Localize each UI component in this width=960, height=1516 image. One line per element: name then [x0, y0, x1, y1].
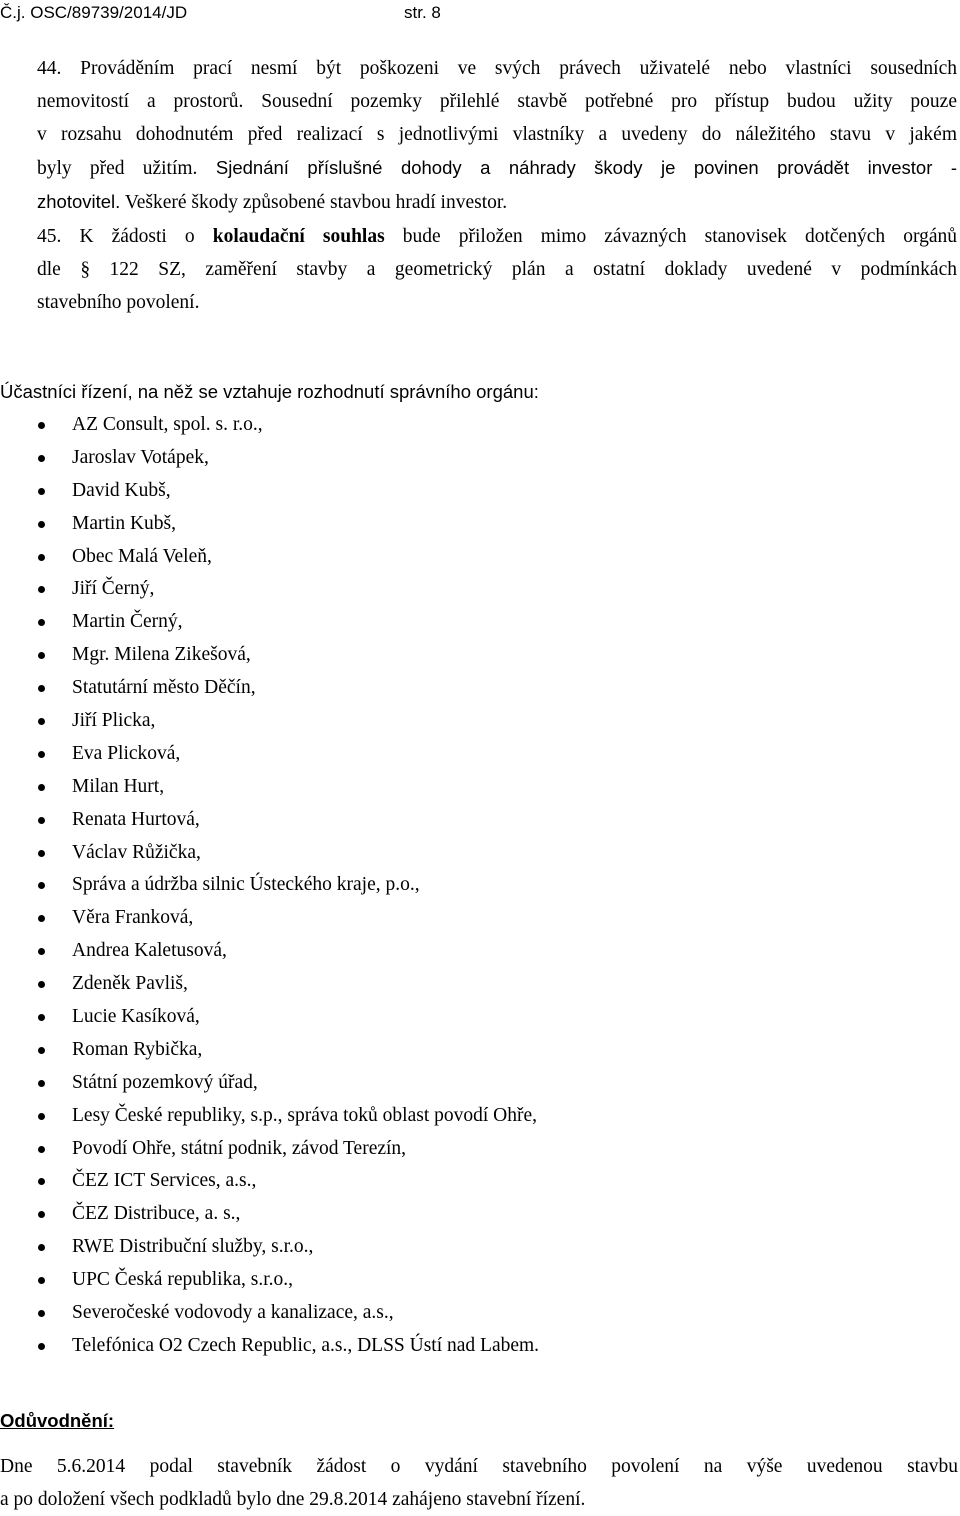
participant-item [0, 705, 539, 738]
bullet-icon [38, 915, 45, 922]
participant-item [0, 1198, 539, 1231]
participant-item [0, 837, 539, 870]
p44-line: 44. Prováděním prací nesmí být poškozeni ve svých právech uživatelé nebo vlastníci sousedních [37, 58, 957, 79]
participant-name: Andrea Kaletusová, [72, 940, 227, 962]
participant-item [0, 771, 539, 804]
participant-name: Milan Hurt, [72, 775, 165, 797]
bullet-icon [38, 1080, 45, 1087]
bullet-icon [38, 488, 45, 495]
participant-item [0, 968, 539, 1001]
paragraph-44 [37, 52, 957, 219]
bullet-icon [38, 948, 45, 955]
participant-item [0, 1067, 539, 1100]
bullet-icon [38, 1047, 45, 1054]
p44-line-mixed [37, 151, 957, 185]
p44-text-sans: zhotovitel. [37, 191, 121, 212]
participant-item [0, 1100, 539, 1133]
bullet-icon [38, 882, 45, 889]
participant-item [0, 639, 539, 672]
bullet-icon [38, 718, 45, 725]
bullet-icon [38, 784, 45, 791]
participant-name: Obec Malá Veleň, [72, 545, 212, 567]
participant-name: Povodí Ohře, státní podnik, závod Terezín, [72, 1137, 407, 1159]
participant-name: Václav Růžička, [72, 841, 201, 863]
participant-name: Správa a údržba silnic Ústeckého kraje, p.o., [72, 874, 420, 896]
participant-item [0, 1034, 539, 1067]
participant-item [0, 1264, 539, 1297]
participant-item [0, 935, 539, 968]
p44-line: nemovitostí a prostorů. Sousední pozemky přilehlé stavbě potřebné pro přístup budou užity pouze [37, 91, 957, 112]
participant-item [0, 409, 539, 442]
participant-item [0, 475, 539, 508]
participant-item [0, 1133, 539, 1166]
bullet-icon [38, 554, 45, 561]
p44-line: v rozsahu dohodnutém před realizací s jednotlivými vlastníky a uvedeny do náležitého stavu v jakém [37, 124, 957, 145]
participant-name: ČEZ ICT Services, a.s., [72, 1170, 257, 1192]
bullet-icon [38, 1343, 45, 1350]
bullet-icon [38, 1014, 45, 1021]
participant-name: Státní pozemkový úřad, [72, 1071, 258, 1093]
participant-name: Jiří Plicka, [72, 710, 156, 732]
bullet-icon [38, 751, 45, 758]
bullet-icon [38, 1211, 45, 1218]
participant-name: RWE Distribuční služby, s.r.o., [72, 1236, 314, 1258]
bullet-icon [38, 1146, 45, 1153]
participant-name: Severočeské vodovody a kanalizace, a.s., [72, 1302, 394, 1324]
participant-item [0, 541, 539, 574]
participant-item [0, 442, 539, 475]
participant-name: Statutární město Děčín, [72, 677, 256, 699]
participant-name: UPC Česká republika, s.r.o., [72, 1269, 293, 1291]
bullet-icon [38, 455, 45, 462]
p44-text: byly před užitím. [37, 158, 198, 179]
bullet-icon [38, 1310, 45, 1317]
p45-text: bude přiložen mimo závazných stanovisek dotčených orgánů [384, 226, 958, 247]
participants-list [0, 409, 539, 1363]
p45-line [37, 220, 957, 253]
participant-item [0, 869, 539, 902]
participant-item [0, 902, 539, 935]
participants-heading: Účastníci řízení, na něž se vztahuje rozhodnutí správního orgánu: [0, 381, 539, 402]
bullet-icon [38, 652, 45, 659]
participant-name: Jiří Černý, [72, 578, 155, 600]
bullet-icon [38, 1244, 45, 1251]
bullet-icon [38, 422, 45, 429]
reasoning-line: a po doložení všech podkladů bylo dne 29.8.2014 zahájeno stavební řízení. [0, 1489, 586, 1510]
p45-text: K žádosti o [61, 226, 213, 247]
participant-item [0, 573, 539, 606]
p45-line: dle § 122 SZ, zaměření stavby a geometrický plán a ostatní doklady uvedené v podmínkách [37, 259, 957, 280]
participant-item [0, 738, 539, 771]
bullet-icon [38, 619, 45, 626]
participant-item [0, 1165, 539, 1198]
page-header [0, 0, 960, 30]
participant-name: Mgr. Milena Zikešová, [72, 644, 251, 666]
bullet-icon [38, 850, 45, 857]
bullet-icon [38, 1113, 45, 1120]
participant-name: Eva Plicková, [72, 742, 181, 764]
participant-item [0, 1330, 539, 1363]
participant-name: Lucie Kasíková, [72, 1006, 200, 1028]
participant-item [0, 804, 539, 837]
document-reference: Č.j. OSC/89739/2014/JD [0, 3, 188, 22]
participant-name: Roman Rybička, [72, 1038, 203, 1060]
p45-bold-term: kolaudační souhlas [212, 226, 385, 247]
participant-name: Martin Černý, [72, 611, 183, 633]
participant-name: Zdeněk Pavliš, [72, 973, 188, 995]
paragraph-45 [37, 220, 957, 319]
reasoning-line: Dne 5.6.2014 podal stavebník žádost o vydání stavebního povolení na výše uvedenou stavbu [0, 1456, 958, 1477]
participant-name: Lesy České republiky, s.p., správa toků oblast povodí Ohře, [72, 1104, 538, 1126]
bullet-icon [38, 1277, 45, 1284]
participant-item [0, 508, 539, 541]
participant-item [0, 1001, 539, 1034]
participant-item [0, 606, 539, 639]
p45-number: 45. [37, 226, 62, 247]
participant-item [0, 672, 539, 705]
bullet-icon [38, 817, 45, 824]
participant-name: AZ Consult, spol. s. r.o., [72, 414, 263, 435]
participant-name: Telefónica O2 Czech Republic, a.s., DLSS Ústí nad Labem. [72, 1334, 540, 1356]
bullet-icon [38, 685, 45, 692]
participant-name: Martin Kubš, [72, 512, 176, 534]
p44-text-sans: Sjednání příslušné dohody a náhrady škody je povinen provádět investor - [197, 157, 957, 178]
participant-name: Věra Franková, [72, 907, 194, 929]
page-number: str. 8 [404, 3, 441, 22]
p44-text: Veškeré škody způsobené stavbou hradí investor. [120, 192, 508, 213]
participant-name: Jaroslav Votápek, [72, 446, 209, 468]
p44-line-mixed [37, 185, 957, 219]
participant-name: David Kubš, [72, 479, 171, 501]
participant-name: ČEZ Distribuce, a. s., [72, 1203, 241, 1225]
bullet-icon [38, 521, 45, 528]
bullet-icon [38, 1178, 45, 1185]
participant-item [0, 1231, 539, 1264]
bullet-icon [38, 981, 45, 988]
participant-name: Renata Hurtová, [72, 808, 200, 830]
bullet-icon [38, 586, 45, 593]
reasoning-heading: Odůvodnění: [0, 1410, 115, 1431]
reasoning-paragraph [0, 1450, 958, 1516]
participant-item [0, 1297, 539, 1330]
p45-line: stavebního povolení. [37, 292, 200, 313]
